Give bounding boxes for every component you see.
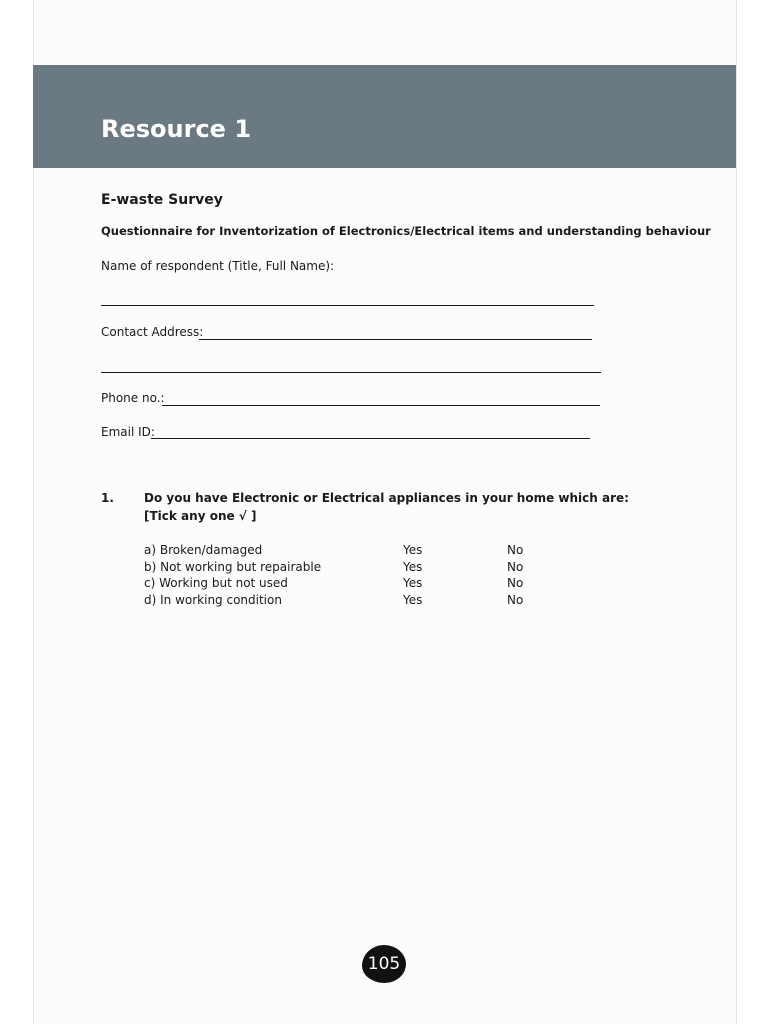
page-title: Resource 1 bbox=[101, 115, 252, 143]
option-yes[interactable]: Yes bbox=[403, 593, 423, 607]
page-number: 105 bbox=[367, 954, 401, 974]
option-no[interactable]: No bbox=[507, 560, 524, 574]
option-yes[interactable]: Yes bbox=[403, 543, 423, 557]
phone-field-line[interactable] bbox=[162, 405, 600, 406]
name-field-line[interactable] bbox=[101, 305, 594, 306]
contact-field-line-1[interactable] bbox=[199, 339, 592, 340]
option-label: b) Not working but repairable bbox=[144, 560, 322, 574]
option-no[interactable]: No bbox=[507, 543, 524, 557]
option-no[interactable]: No bbox=[507, 593, 524, 607]
question-instruction: [Tick any one √ ] bbox=[144, 509, 257, 523]
option-yes[interactable]: Yes bbox=[403, 576, 423, 590]
phone-label: Phone no.: bbox=[101, 391, 165, 405]
email-label: Email ID: bbox=[101, 425, 155, 439]
email-field-line[interactable] bbox=[151, 438, 590, 439]
option-yes[interactable]: Yes bbox=[403, 560, 423, 574]
question-number: 1. bbox=[101, 491, 114, 505]
survey-subtitle: Questionnaire for Inventorization of Electronics/Electrical items and understanding behaviour bbox=[101, 224, 711, 238]
contact-field-line-2[interactable] bbox=[101, 372, 601, 373]
option-label: a) Broken/damaged bbox=[144, 543, 263, 557]
page-number-badge bbox=[362, 945, 406, 983]
question-text: Do you have Electronic or Electrical appliances in your home which are: bbox=[144, 491, 629, 505]
survey-title: E-waste Survey bbox=[101, 192, 223, 208]
name-label: Name of respondent (Title, Full Name): bbox=[101, 259, 335, 273]
contact-label: Contact Address: bbox=[101, 325, 204, 339]
option-label: d) In working condition bbox=[144, 593, 282, 607]
option-no[interactable]: No bbox=[507, 576, 524, 590]
option-label: c) Working but not used bbox=[144, 576, 288, 590]
header-banner bbox=[33, 65, 736, 168]
